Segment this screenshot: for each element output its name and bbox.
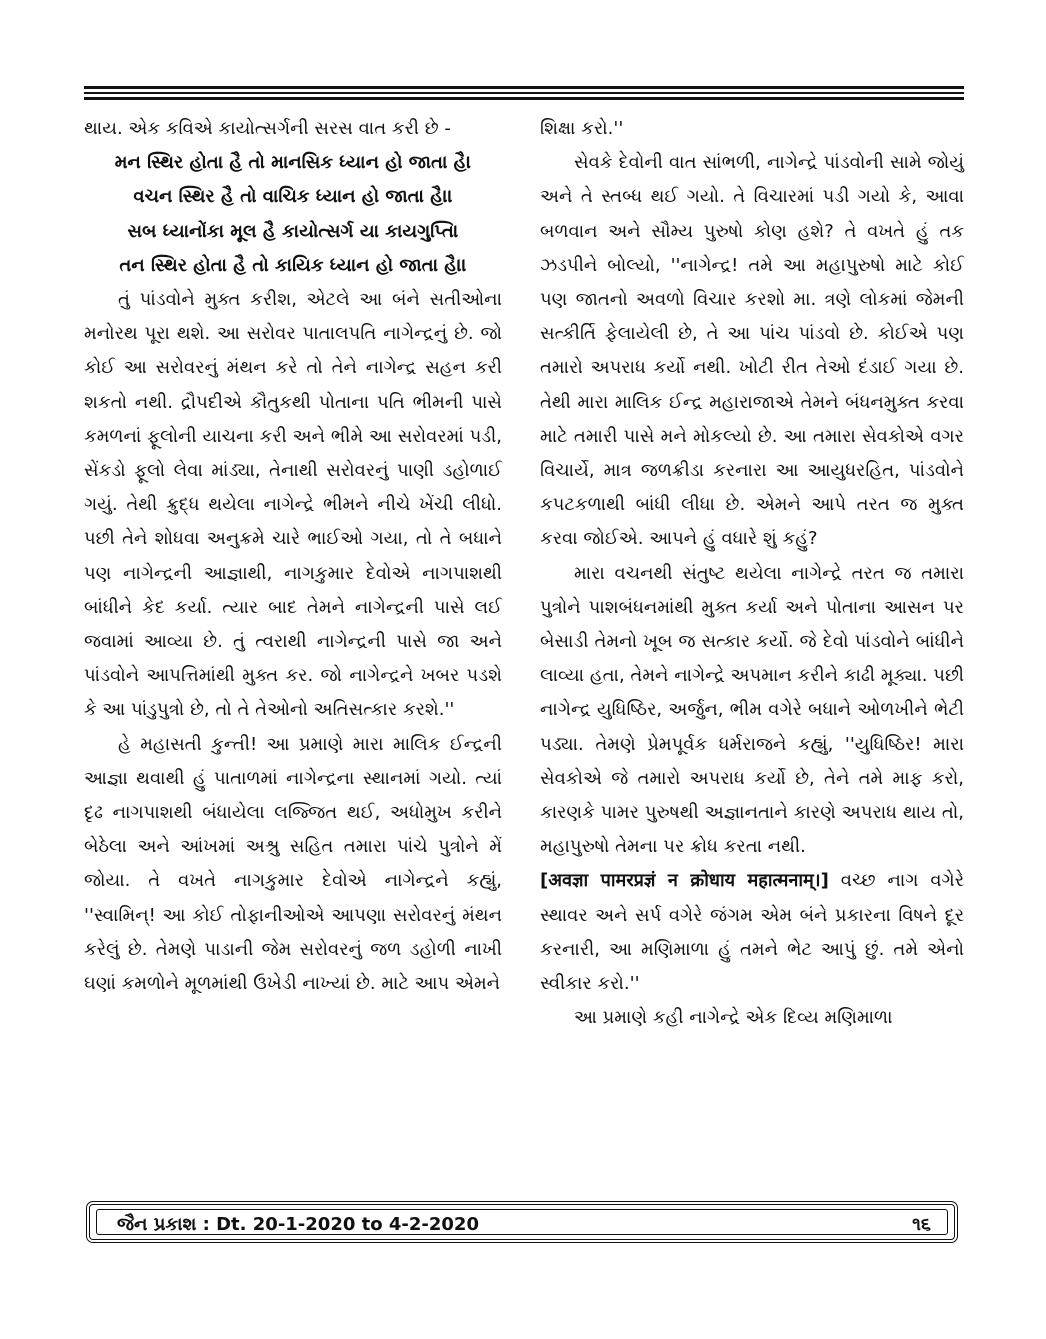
header-rule	[84, 92, 964, 94]
header-rule	[84, 97, 964, 100]
footer-inner-border	[96, 1209, 948, 1235]
paragraph-text: વચ્છ નાગ વગેરે સ્થાવર અને સર્પ વગેરે જંગમ એમ બંને પ્રકારના વિષને દૂર કરનારી, આ મણિમાળા હું તમને ભેટ આપું છું. તમે એનો સ્વીકાર કરો.''	[540, 870, 965, 995]
paragraph: હે મહાસતી કુન્તી! આ પ્રમાણે મારા માલિક ઈન્દ્રની આજ્ઞા થવાથી હું પાતાળમાં નાગેન્દ્રના સ્થાનમાં ગયો. ત્યાં દૃઢ નાગપાશથી બંધાયેલા લજ્જિત થઈ, અધોમુખ કરીને બેઠેલા અને આંખમાં અશ્રુ સહિત તમારા પાંચે પુત્રોને મેં જોયા. તે વખતે નાગકુમાર દેવોએ નાગેન્દ્રને કહ્યું, ''સ્વામિન્! આ કોઈ તોફાનીઓએ આપણા સરોવરનું મંથન કરેલું છે. તેમણે પાડાની જેમ સરોવરનું જળ ડહોળી નાખી ઘણાં કમળોને મૂળમાંથી ઉખેડી નાખ્યાં છે. માટે આપ એમને	[84, 733, 502, 995]
paragraph	[540, 864, 964, 1001]
paragraph: મારા વચનથી સંતુષ્ટ થયેલા નાગેન્દ્રે તરત જ તમારા પુત્રોને પાશબંધનમાંથી મુક્ત કર્યા અને પોતાના આસન પર બેસાડી તેમનો ખૂબ જ સત્કાર કર્યો. જે દેવો પાંડવોને બાંધીને લાવ્યા હતા, તેમને નાગેન્દ્રે અપમાન કરીને કાઢી મૂક્યા. પછી નાગેન્દ્ર યુધિષ્ઠિર, અર્જુન, ભીમ વગેરે બધાને ઓળખીને ભેટી પડ્યા. તેમણે પ્રેમપૂર્વક ધર્મરાજને કહ્યું, ''યુધિષ્ઠિર! મારા સેવકોએ જે તમારો અપરાધ કર્યો છે, તેને તમે માફ કરો, કારણકે પામર પુરુષથી અજ્ઞાનતાને કારણે અપરાધ થાય તો, મહાપુરુષો તેમના પર ક્રોધ કરતા નથી.	[540, 562, 964, 858]
publication-info: જૈન પ્રકાશ : Dt. 20-1-2020 to 4-2-2020	[117, 1214, 479, 1235]
header-rule	[84, 86, 964, 89]
paragraph: આ પ્રમાણે કહી નાગેન્દ્રે એક દિવ્ય મણિમાળા	[574, 1007, 893, 1029]
paragraph: તું પાંડવોને મુક્ત કરીશ, એટલે આ બંને સતીઓના મનોરથ પૂરા થશે. આ સરોવર પાતાલપતિ નાગેન્દ્રનું છે. જો કોઈ આ સરોવરનું મંથન કરે તો તેને નાગેન્દ્ર સહન કરી શકતો નથી. દ્રૌપદીએ કૌતુકથી પોતાના પતિ ભીમની પાસે કમળનાં ફૂલોની યાચના કરી અને ભીમે આ સરોવરમાં પડી, સેંકડો ફૂલો લેવા માંડ્યા, તેનાથી સરોવરનું પાણી ડહોળાઈ ગયું. તેથી ક્રુદ્ધ થયેલા નાગેન્દ્રે ભીમને નીચે ખેંચી લીધો. પછી તેને શોધવા અનુક્રમે ચારે ભાઈઓ ગયા, તો તે બધાને પણ નાગેન્દ્રની આજ્ઞાથી, નાગકુમાર દેવોએ નાગપાશથી બાંધીને કેદ કર્યા. ત્યાર બાદ તેમને નાગેન્દ્રની પાસે લઈ જવામાં આવ્યા છે. તું ત્વરાથી નાગેન્દ્રની પાસે જા અને પાંડવોને આપત્તિમાંથી મુક્ત કર. જો નાગેન્દ્રને ખબર પડશે કે આ પાંડુપુત્રો છે, તો તે તેઓનો અતિસત્કાર કરશે.''	[84, 289, 502, 721]
paragraph: થાય. એક કવિએ કાયોત્સર્ગની સરસ વાત કરી છે -	[84, 118, 451, 139]
verse-line: મન સ્થિર હોતા હૈ તો માનસિક ધ્યાન હો જાતા હૈ।	[114, 152, 472, 174]
paragraph: શિક્ષા કરો.''	[540, 118, 624, 139]
page-number: ૧૬	[912, 1214, 931, 1235]
footer-box	[86, 1201, 958, 1243]
left-column	[84, 112, 502, 1001]
sanskrit-quote: [अवज्ञा पामरप्रज्ञं न क्रोधाय महात्मनाम्।]	[540, 870, 829, 892]
right-column	[540, 112, 964, 1035]
verse-line: તન સ્થિર હોતા હૈ તો કાયિક ધ્યાન હો જાતા હૈ।।	[119, 254, 467, 276]
verse-line: સબ ધ્યાનોંકા મૂલ હૈ કાયોત્સર્ગ યા કાયગુપ્તિ।	[127, 220, 459, 242]
verse-line: વચન સ્થિર હૈ તો વાચિક ધ્યાન હો જાતા હૈ।।	[133, 186, 453, 208]
paragraph: સેવકે દેવોની વાત સાંભળી, નાગેન્દ્રે પાંડવોની સામે જોયું અને તે સ્તબ્ધ થઈ ગયો. તે વિચારમાં પડી ગયો કે, આવા બળવાન અને સૌમ્ય પુરુષો કોણ હશે? તે વખતે હું તક ઝડપીને બોલ્યો, ''નાગેન્દ્ર! તમે આ મહાપુરુષો માટે કોઈ પણ જાતનો અવળો વિચાર કરશો મા. ત્રણે લોકમાં જેમની સત્કીર્તિ ફેલાયેલી છે, તે આ પાંચ પાંડવો છે. કોઈએ પણ તમારો અપરાધ કર્યો નથી. ખોટી રીત તેઓ દંડાઈ ગયા છે. તેથી મારા માલિક ઈન્દ્ર મહારાજાએ તેમને બંધનમુક્ત કરવા માટે તમારી પાસે મને મોકલ્યો છે. આ તમારા સેવકોએ વગર વિચાર્યે, માત્ર જળક્રીડા કરનારા આ આયુધરહિત, પાંડવોને કપટકળાથી બાંધી લીધા છે. એમને આપે તરત જ મુક્ત કરવા જોઈએ. આપને હું વધારે શું કહું?	[540, 152, 964, 550]
